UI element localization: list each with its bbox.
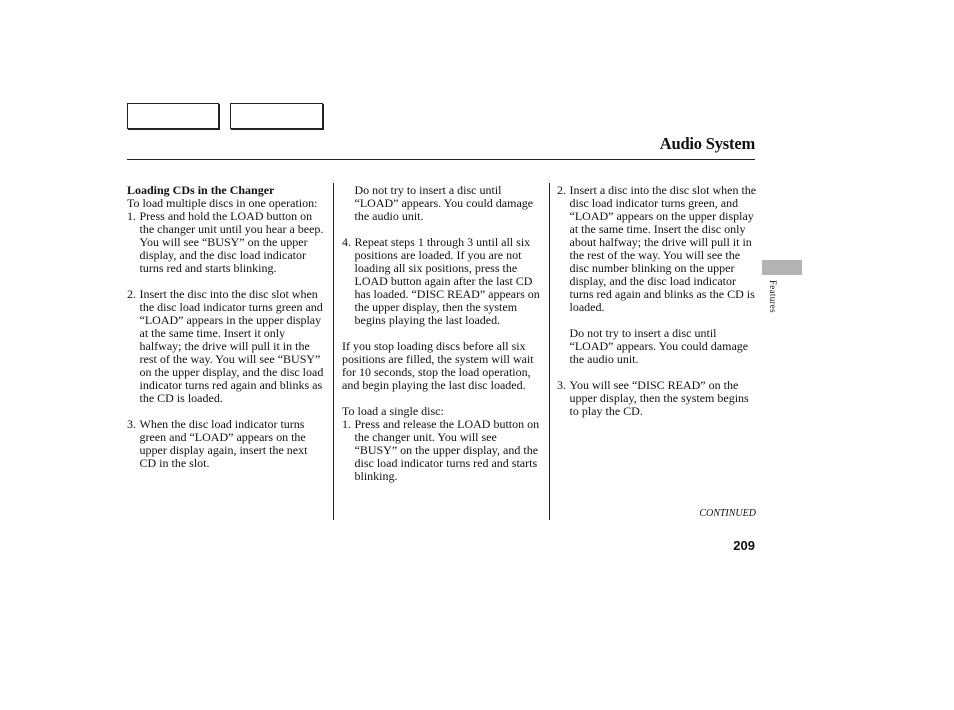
- column-1: [127, 184, 327, 470]
- section-tab-marker[interactable]: [762, 260, 802, 275]
- warning-text: Do not try to insert a disc until “LOAD” appears. You could damage the audio unit.: [354, 183, 534, 223]
- step-text: Press and release the LOAD button on the changer unit. You will see “BUSY” on the upper display, and the disc load indicator turns red and starts blinking.: [354, 417, 540, 483]
- step-number: 3.: [557, 378, 566, 392]
- intro-text: To load multiple discs in one operation:: [127, 196, 318, 210]
- warning-note: [342, 184, 542, 223]
- page-title: Audio System: [659, 134, 755, 153]
- warning-note: [557, 327, 757, 366]
- single-step-3: [557, 379, 757, 418]
- nav-tab-index[interactable]: [230, 103, 323, 129]
- step-text: When the disc load indicator turns green and “LOAD” appears on the upper display again, insert the next CD in the slot.: [139, 417, 308, 470]
- step-text: Press and hold the LOAD button on the changer unit until you hear a beep. You will see “BUSY” on the upper display, and the disc load indicator turns red and starts blinking.: [139, 209, 324, 275]
- warning-text: Do not try to insert a disc until “LOAD” appears. You could damage the audio unit.: [569, 326, 749, 366]
- column-2: [342, 184, 542, 483]
- nav-tab-main-menu[interactable]: [127, 103, 219, 129]
- step-number: 2.: [557, 183, 566, 197]
- section-tab-label: Features: [768, 280, 778, 313]
- step-number: 1.: [127, 209, 136, 223]
- section-heading: Loading CDs in the Changer: [127, 183, 275, 197]
- step-2: [127, 288, 327, 405]
- step-text: Repeat steps 1 through 3 until all six positions are loaded. If you are not loading all six positions, press the LOAD button again after the last CD has loaded. “DISC READ” appears on the upper display, then the system begins playing the last loaded.: [354, 235, 540, 327]
- step-number: 2.: [127, 287, 136, 301]
- step-number: 4.: [342, 235, 351, 249]
- step-4: [342, 236, 542, 327]
- step-number: 1.: [342, 417, 351, 431]
- column-3: [557, 184, 757, 418]
- step-number: 3.: [127, 417, 136, 431]
- column-divider-2: [549, 183, 550, 520]
- step-text: Insert a disc into the disc slot when the disc load indicator turns green, and “LOAD” appears on the upper display at the same time. Insert the disc only about halfway; the drive will pull it in the rest of the way. You will see the disc number blinking on the upper display, and the disc load indicator turns red again and blinks as the CD is loaded.: [569, 183, 757, 314]
- single-disc-intro: To load a single disc:: [342, 404, 444, 418]
- continued-label: CONTINUED: [699, 508, 756, 519]
- step-1: [127, 210, 327, 275]
- page-number: 209: [733, 538, 755, 553]
- stop-note: If you stop loading discs before all six positions are filled, the system will wait for 10 seconds, stop the load operation, and begin playing the last disc loaded.: [342, 339, 534, 392]
- step-3: [127, 418, 327, 470]
- single-step-2: [557, 184, 757, 314]
- single-step-1: [342, 418, 542, 483]
- step-text: You will see “DISC READ” on the upper display, then the system begins to play the CD.: [569, 378, 749, 418]
- step-text: Insert the disc into the disc slot when the disc load indicator turns green and “LOAD” appears in the upper display at the same time. Insert it only halfway; the drive will pull it in the rest of the way. You will see “BUSY” on the upper display, and the disc load indicator turns red again and blinks as the CD is loaded.: [139, 287, 324, 405]
- column-divider-1: [333, 183, 334, 520]
- header-rule: [127, 159, 755, 160]
